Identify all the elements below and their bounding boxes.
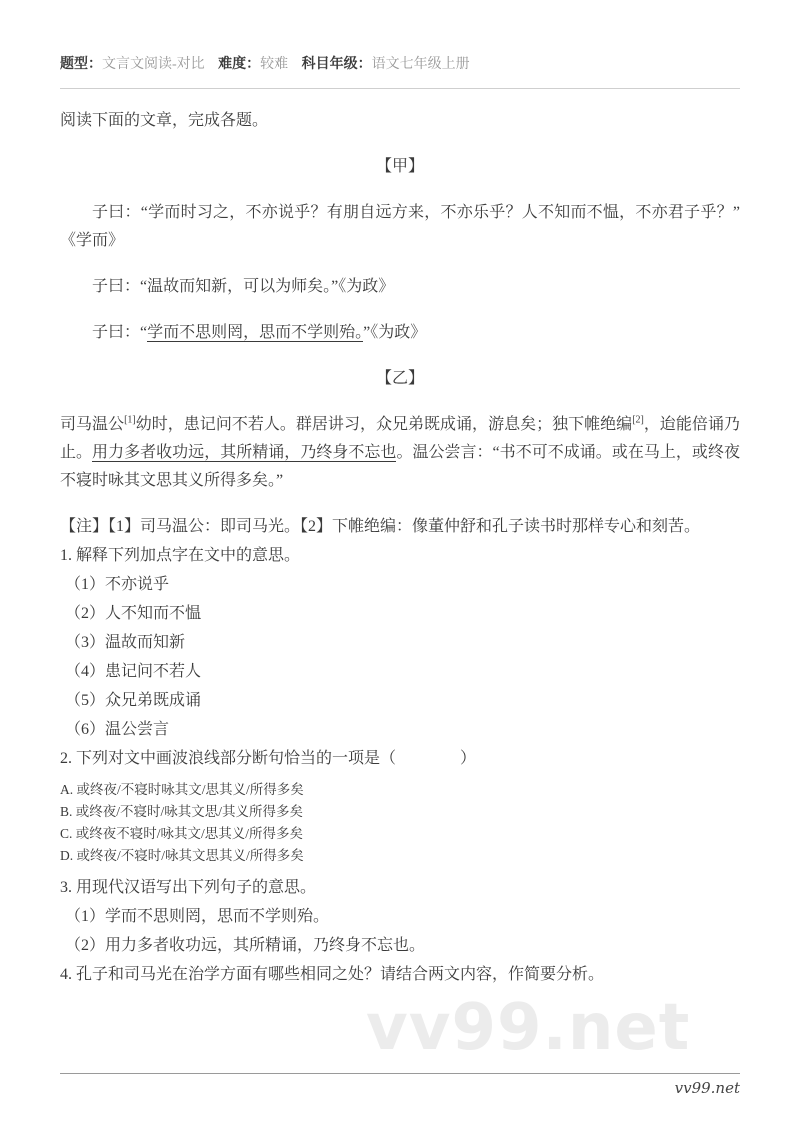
jia-p3-post: ”《为政》 bbox=[363, 324, 427, 341]
section-jia-title: 【甲】 bbox=[375, 158, 424, 175]
question-1-item-1: （1）不亦说乎 bbox=[65, 576, 170, 593]
question-2-options bbox=[60, 779, 740, 867]
question-1-item-4: （4）患记问不若人 bbox=[65, 663, 202, 680]
question-4-stem: 4. 孔子和司马光在治学方面有哪些相同之处？请结合两文内容，作简要分析。 bbox=[60, 966, 605, 983]
jia-p3-pre: 子曰：“ bbox=[92, 324, 148, 341]
question-1-stem: 1. 解释下列加点字在文中的意思。 bbox=[60, 547, 301, 564]
meta-difficulty-label: 难度： bbox=[218, 57, 261, 72]
footnotes-paragraph: 【注】【1】司马温公：即司马光。【2】下帷绝编：像董仲舒和孔子读书时那样专心和刻苦。 bbox=[60, 518, 701, 535]
yi-seg-4: 。温公尝言：“书不可不成诵。或在马上，或终夜不寝时咏其文思其义所得多矣。” bbox=[60, 444, 740, 489]
document-content bbox=[60, 107, 740, 989]
question-3-stem: 3. 用现代汉语写出下列句子的意思。 bbox=[60, 879, 317, 896]
option-d: D. 或终夜/不寝时/咏其文思其义/所得多矣 bbox=[60, 848, 304, 863]
meta-grade-value: 语文七年级上册 bbox=[371, 57, 470, 72]
question-1-item-2: （2）人不知而不愠 bbox=[65, 605, 202, 622]
meta-question-type-label: 题型： bbox=[60, 57, 102, 72]
jia-paragraph-3 bbox=[60, 319, 740, 347]
intro-line: 阅读下面的文章，完成各题。 bbox=[60, 112, 269, 129]
meta-question-type bbox=[60, 57, 205, 72]
footnote-ref-2: [2] bbox=[632, 414, 644, 426]
jia-paragraph-1: 子曰：“学而时习之，不亦说乎？有朋自远方来，不亦乐乎？人不知而不愠，不亦君子乎？”《学而》 bbox=[60, 204, 740, 249]
question-3-item-1: （1）学而不思则罔，思而不学则殆。 bbox=[65, 908, 330, 925]
meta-grade bbox=[302, 57, 470, 72]
question-2-stem: 2. 下列对文中画波浪线部分断句恰当的一项是（ ） bbox=[60, 750, 477, 767]
footnote-ref-1: [1] bbox=[124, 414, 136, 426]
jia-paragraph-2: 子曰：“温故而知新，可以为师矣。”《为政》 bbox=[92, 278, 395, 295]
yi-underlined-text: 用力多者收功远，其所精诵，乃终身不忘也 bbox=[92, 444, 397, 461]
meta-difficulty-value: 较难 bbox=[260, 57, 289, 72]
section-yi-title: 【乙】 bbox=[375, 370, 424, 387]
jia-p3-underlined-text: 学而不思则罔，思而不学则殆。 bbox=[147, 324, 364, 341]
header-divider bbox=[60, 88, 740, 89]
yi-seg-2: 幼时，患记问不若人。群居讲习，众兄弟既成诵，游息矣；独下帷绝编 bbox=[135, 416, 633, 433]
yi-seg-3: ，迨能倍诵乃止。 bbox=[60, 416, 740, 461]
page-footer bbox=[60, 1073, 740, 1097]
meta-grade-label: 科目年级： bbox=[301, 57, 372, 72]
question-1-item-6: （6）温公尝言 bbox=[65, 721, 170, 738]
question-1-item-3: （3）温故而知新 bbox=[65, 634, 186, 651]
yi-paragraph bbox=[60, 411, 740, 495]
site-watermark: vv99.net bbox=[366, 991, 691, 1065]
footer-site-name: vv99.net bbox=[674, 1079, 740, 1097]
option-b: B. 或终夜/不寝时/咏其文思/其义所得多矣 bbox=[60, 804, 304, 819]
meta-header bbox=[60, 55, 740, 75]
option-a: A. 或终夜/不寝时咏其文/思其义/所得多矣 bbox=[60, 782, 304, 797]
meta-difficulty bbox=[218, 57, 288, 72]
yi-seg-1: 司马温公 bbox=[60, 416, 125, 433]
option-c: C. 或终夜不寝时/咏其文/思其义/所得多矣 bbox=[60, 826, 304, 841]
questions-block bbox=[60, 541, 740, 989]
meta-question-type-value: 文言文阅读-对比 bbox=[102, 57, 205, 72]
question-3-item-2: （2）用力多者收功远，其所精诵，乃终身不忘也。 bbox=[65, 937, 426, 954]
question-1-item-5: （5）众兄弟既成诵 bbox=[65, 692, 202, 709]
